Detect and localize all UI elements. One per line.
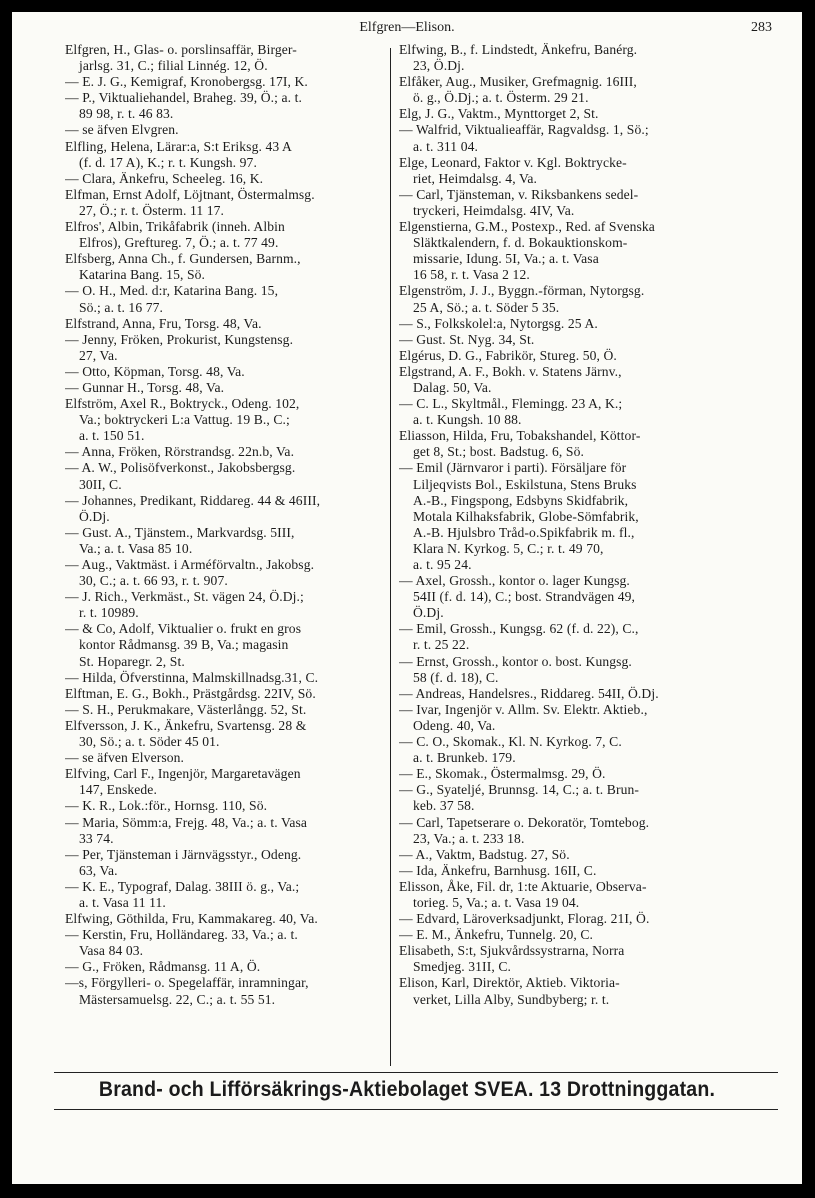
directory-line: — Axel, Grossh., kontor o. lager Kungsg. xyxy=(399,573,630,589)
directory-line: — Ivar, Ingenjör v. Allm. Sv. Elektr. Aktieb., xyxy=(399,701,648,717)
directory-line: Släktkalendern, f. d. Bokauktionskom- xyxy=(413,235,628,251)
directory-line: — Carl, Tapetserare o. Dekoratör, Tomtebog. xyxy=(399,814,650,830)
directory-line: r. t. 25 22. xyxy=(413,637,470,653)
directory-line: Elfving, Carl F., Ingenjör, Margaretavägen xyxy=(65,766,301,782)
directory-line: — Maria, Sömm:a, Frejg. 48, Va.; a. t. Vasa xyxy=(65,814,308,830)
directory-line: — Gust. A., Tjänstem., Markvardsg. 5III, xyxy=(65,524,295,540)
directory-line: 89 98, r. t. 46 83. xyxy=(79,106,174,122)
directory-line: Elg, J. G., Vaktm., Mynttorget 2, St. xyxy=(399,106,599,122)
directory-line: Ö.Dj. xyxy=(413,605,444,621)
directory-line: 16 58, r. t. Vasa 2 12. xyxy=(413,267,530,283)
directory-line: A.-B. Hjulsbro Tråd-o.Spikfabrik m. fl., xyxy=(413,524,635,540)
directory-line: a. t. Vasa 11 11. xyxy=(79,894,166,910)
directory-line: Elfgren, H., Glas- o. porslinsaffär, Birger- xyxy=(65,42,297,57)
directory-line: riet, Heimdalsg. 4, Va. xyxy=(413,170,537,186)
directory-line: Elfling, Helena, Lärar:a, S:t Eriksg. 43 A xyxy=(65,138,292,154)
directory-line: 23, Ö.Dj. xyxy=(413,58,465,74)
directory-line: — E. M., Änkefru, Tunnelg. 20, C. xyxy=(399,927,593,943)
directory-line: r. t. 10989. xyxy=(79,605,139,621)
directory-line: Elfström, Axel R., Boktryck., Odeng. 102, xyxy=(65,396,300,412)
directory-line: get 8, St.; bost. Badstug. 6, Sö. xyxy=(413,444,584,460)
directory-line: — & Co, Adolf, Viktualier o. frukt en gros xyxy=(65,621,302,637)
directory-line: Elison, Karl, Direktör, Aktieb. Viktoria- xyxy=(399,975,620,991)
directory-line: Elfwing, B., f. Lindstedt, Änkefru, Banérg. xyxy=(399,42,638,57)
directory-line: — se äfven Elvgren. xyxy=(65,122,179,138)
directory-line: Klara N. Kyrkog. 5, C.; r. t. 49 70, xyxy=(413,540,604,556)
directory-line: St. Hoparegr. 2, St. xyxy=(79,653,185,669)
advertisement-banner: Brand- och Lifförsäkrings-Aktiebolaget SVEA. 13 Drottninggatan. xyxy=(98,1078,716,1101)
directory-line: 30, C.; a. t. 66 93, r. t. 907. xyxy=(79,573,228,589)
directory-line: 27, Ö.; r. t. Österm. 11 17. xyxy=(79,202,225,218)
directory-line: — Carl, Tjänsteman, v. Riksbankens sedel- xyxy=(399,186,639,202)
directory-line: ö. g., Ö.Dj.; a. t. Österm. 29 21. xyxy=(413,90,589,106)
directory-line: a. t. 150 51. xyxy=(79,428,145,444)
directory-line: — Gust. St. Nyg. 34, St. xyxy=(399,331,535,347)
directory-line: Sö.; a. t. 16 77. xyxy=(79,299,164,315)
directory-line: Elfros', Albin, Trikåfabrik (inneh. Albin xyxy=(65,219,285,235)
footer-rule-top xyxy=(54,1072,778,1073)
directory-line: Elfstrand, Anna, Fru, Torsg. 48, Va. xyxy=(65,315,262,331)
directory-line: 63, Va. xyxy=(79,862,118,878)
directory-line: A.-B., Fingspong, Edsbyns Skidfabrik, xyxy=(413,492,629,508)
directory-line: Va.; boktryckeri L:a Vattug. 19 B., C.; xyxy=(79,412,290,428)
directory-line: — Per, Tjänsteman i Järnvägsstyr., Odeng. xyxy=(65,846,302,862)
directory-line: Elisabeth, S:t, Sjukvårdssystrarna, Norra xyxy=(399,943,625,959)
directory-line: — Emil (Järnvaror i parti). Försäljare för xyxy=(399,460,627,476)
directory-line: tryckeri, Heimdalsg. 4IV, Va. xyxy=(413,202,575,218)
directory-line: — Walfrid, Viktualieaffär, Ragvaldsg. 1, Sö.; xyxy=(399,122,649,138)
page-title: Elfgren—Elison. xyxy=(359,20,455,35)
directory-line: Elfåker, Aug., Musiker, Grefmagnig. 16III, xyxy=(399,74,637,90)
directory-line: 33 74. xyxy=(79,830,114,846)
directory-line: — A. W., Polisöfverkonst., Jakobsbergsg. xyxy=(65,460,296,476)
directory-line: 25 A, Sö.; a. t. Söder 5 35. xyxy=(413,299,560,315)
right-column xyxy=(399,42,771,1008)
directory-line: — G., Syateljé, Brunnsg. 14, C.; a. t. Brun- xyxy=(399,782,640,798)
directory-line: —s, Förgylleri- o. Spegelaffär, inramningar, xyxy=(65,975,309,991)
footer-rule-bottom xyxy=(54,1109,778,1110)
directory-line: keb. 37 58. xyxy=(413,798,475,814)
directory-line: torieg. 5, Va.; a. t. Vasa 19 04. xyxy=(413,894,580,910)
directory-line: — J. Rich., Verkmäst., St. vägen 24, Ö.Dj.; xyxy=(65,589,304,605)
directory-line: — K. R., Lok.:för., Hornsg. 110, Sö. xyxy=(65,798,268,814)
directory-line: — Ernst, Grossh., kontor o. bost. Kungsg. xyxy=(399,653,632,669)
directory-line: a. t. Brunkeb. 179. xyxy=(413,750,516,766)
directory-line: 54II (f. d. 14), C.; bost. Strandvägen 49, xyxy=(413,589,636,605)
directory-line: Elgenstierna, G.M., Postexp., Red. af Svenska xyxy=(399,219,655,235)
directory-line: Elgérus, D. G., Fabrikör, Stureg. 50, Ö. xyxy=(399,347,617,363)
directory-line: 58 (f. d. 18), C. xyxy=(413,669,499,685)
directory-line: — Kerstin, Fru, Holländareg. 33, Va.; a. t. xyxy=(65,927,298,943)
directory-line: a. t. 95 24. xyxy=(413,557,472,572)
directory-line: — P., Viktualiehandel, Braheg. 39, Ö.; a. t. xyxy=(65,90,303,106)
directory-line: missarie, Idung. 5I, Va.; a. t. Vasa xyxy=(413,251,599,267)
directory-line: Eliasson, Hilda, Fru, Tobakshandel, Köttor- xyxy=(399,428,641,444)
directory-line: Ö.Dj. xyxy=(79,508,110,524)
directory-line: Mästersamuelsg. 22, C.; a. t. 55 51. xyxy=(79,991,276,1007)
page-number: 283 xyxy=(751,20,772,35)
directory-line: 27, Va. xyxy=(79,347,118,363)
directory-page xyxy=(12,12,802,1184)
directory-line: — Otto, Köpman, Torsg. 48, Va. xyxy=(65,363,245,379)
directory-line: Elfman, Ernst Adolf, Löjtnant, Östermalmsg. xyxy=(65,186,315,202)
directory-line: — K. E., Typograf, Dalag. 38III ö. g., Va.; xyxy=(65,878,300,894)
directory-line: Elfsberg, Anna Ch., f. Gundersen, Barnm., xyxy=(65,251,301,267)
directory-line: a. t. 311 04. xyxy=(413,138,478,154)
directory-line: — Aug., Vaktmäst. i Arméförvaltn., Jakobsg. xyxy=(65,557,315,572)
directory-line: Smedjeg. 31II, C. xyxy=(413,959,511,975)
directory-line: — Gunnar H., Torsg. 48, Va. xyxy=(65,379,225,395)
directory-line: — A., Vaktm, Badstug. 27, Sö. xyxy=(399,846,570,862)
directory-line: Elfversson, J. K., Änkefru, Svartensg. 28 & xyxy=(65,717,307,733)
directory-line: Katarina Bang. 15, Sö. xyxy=(79,267,206,283)
directory-line: Odeng. 40, Va. xyxy=(413,717,496,733)
directory-line: — S., Folkskolel:a, Nytorgsg. 25 A. xyxy=(399,315,598,331)
directory-line: — E. J. G., Kemigraf, Kronobergsg. 17I, K. xyxy=(65,74,308,90)
directory-line: Elfwing, Göthilda, Fru, Kammakareg. 40, Va. xyxy=(65,911,318,927)
directory-line: Dalag. 50, Va. xyxy=(413,379,492,395)
directory-line: Motala Kilhaksfabrik, Globe-Sömfabrik, xyxy=(413,508,639,524)
directory-line: Vasa 84 03. xyxy=(79,943,144,959)
directory-line: 30, Sö.; a. t. Söder 45 01. xyxy=(79,734,220,750)
directory-line: — Hilda, Öfverstinna, Malmskillnadsg.31, C. xyxy=(65,669,319,685)
directory-line: — C. O., Skomak., Kl. N. Kyrkog. 7, C. xyxy=(399,734,622,750)
directory-line: Elftman, E. G., Bokh., Prästgårdsg. 22IV, Sö. xyxy=(65,685,316,701)
directory-line: Liljeqvists Bol., Eskilstuna, Stens Bruks xyxy=(413,476,637,492)
directory-line: 23, Va.; a. t. 233 18. xyxy=(413,830,525,846)
directory-line: — Clara, Änkefru, Scheeleg. 16, K. xyxy=(65,170,264,186)
directory-line: verket, Lilla Alby, Sundbyberg; r. t. xyxy=(413,991,610,1007)
directory-line: — O. H., Med. d:r, Katarina Bang. 15, xyxy=(65,283,279,299)
directory-line: 30II, C. xyxy=(79,476,122,492)
directory-line: Elgstrand, A. F., Bokh. v. Statens Järnv., xyxy=(399,363,622,379)
directory-line: — Andreas, Handelsres., Riddareg. 54II, Ö.Dj. xyxy=(399,685,659,701)
directory-line: kontor Rådmansg. 39 B, Va.; magasin xyxy=(79,637,289,653)
directory-line: — Jenny, Fröken, Prokurist, Kungstensg. xyxy=(65,331,294,347)
directory-line: Elisson, Åke, Fil. dr, 1:te Aktuarie, Observa- xyxy=(399,878,647,894)
directory-line: — S. H., Perukmakare, Västerlångg. 52, St. xyxy=(65,701,307,717)
directory-line: — G., Fröken, Rådmansg. 11 A, Ö. xyxy=(65,959,261,975)
directory-line: a. t. Kungsh. 10 88. xyxy=(413,412,522,428)
directory-line: (f. d. 17 A), K.; r. t. Kungsh. 97. xyxy=(79,154,257,170)
directory-line: — Ida, Änkefru, Barnhusg. 16II, C. xyxy=(399,862,597,878)
directory-line: — Anna, Fröken, Rörstrandsg. 22n.b, Va. xyxy=(65,444,295,460)
directory-line: Elge, Leonard, Faktor v. Kgl. Boktrycke- xyxy=(399,154,627,170)
left-column xyxy=(65,42,403,1008)
directory-line: — Johannes, Predikant, Riddareg. 44 & 46III, xyxy=(65,492,321,508)
directory-line: Va.; a. t. Vasa 85 10. xyxy=(79,540,193,556)
directory-line: — Emil, Grossh., Kungsg. 62 (f. d. 22), C., xyxy=(399,621,639,637)
column-divider xyxy=(390,48,391,1066)
directory-line: — Edvard, Läroverksadjunkt, Florag. 21I, Ö. xyxy=(399,911,650,927)
directory-line: Elfros), Greftureg. 7, Ö.; a. t. 77 49. xyxy=(79,235,279,251)
page-header xyxy=(12,20,802,40)
directory-line: — C. L., Skyltmål., Flemingg. 23 A, K.; xyxy=(399,396,623,412)
directory-line: — se äfven Elverson. xyxy=(65,750,185,766)
directory-line: jarlsg. 31, C.; filial Linnég. 12, Ö. xyxy=(79,58,268,74)
directory-line: 147, Enskede. xyxy=(79,782,157,798)
directory-line: — E., Skomak., Östermalmsg. 29, Ö. xyxy=(399,766,606,782)
directory-line: Elgenström, J. J., Byggn.-förman, Nytorgsg. xyxy=(399,283,645,299)
